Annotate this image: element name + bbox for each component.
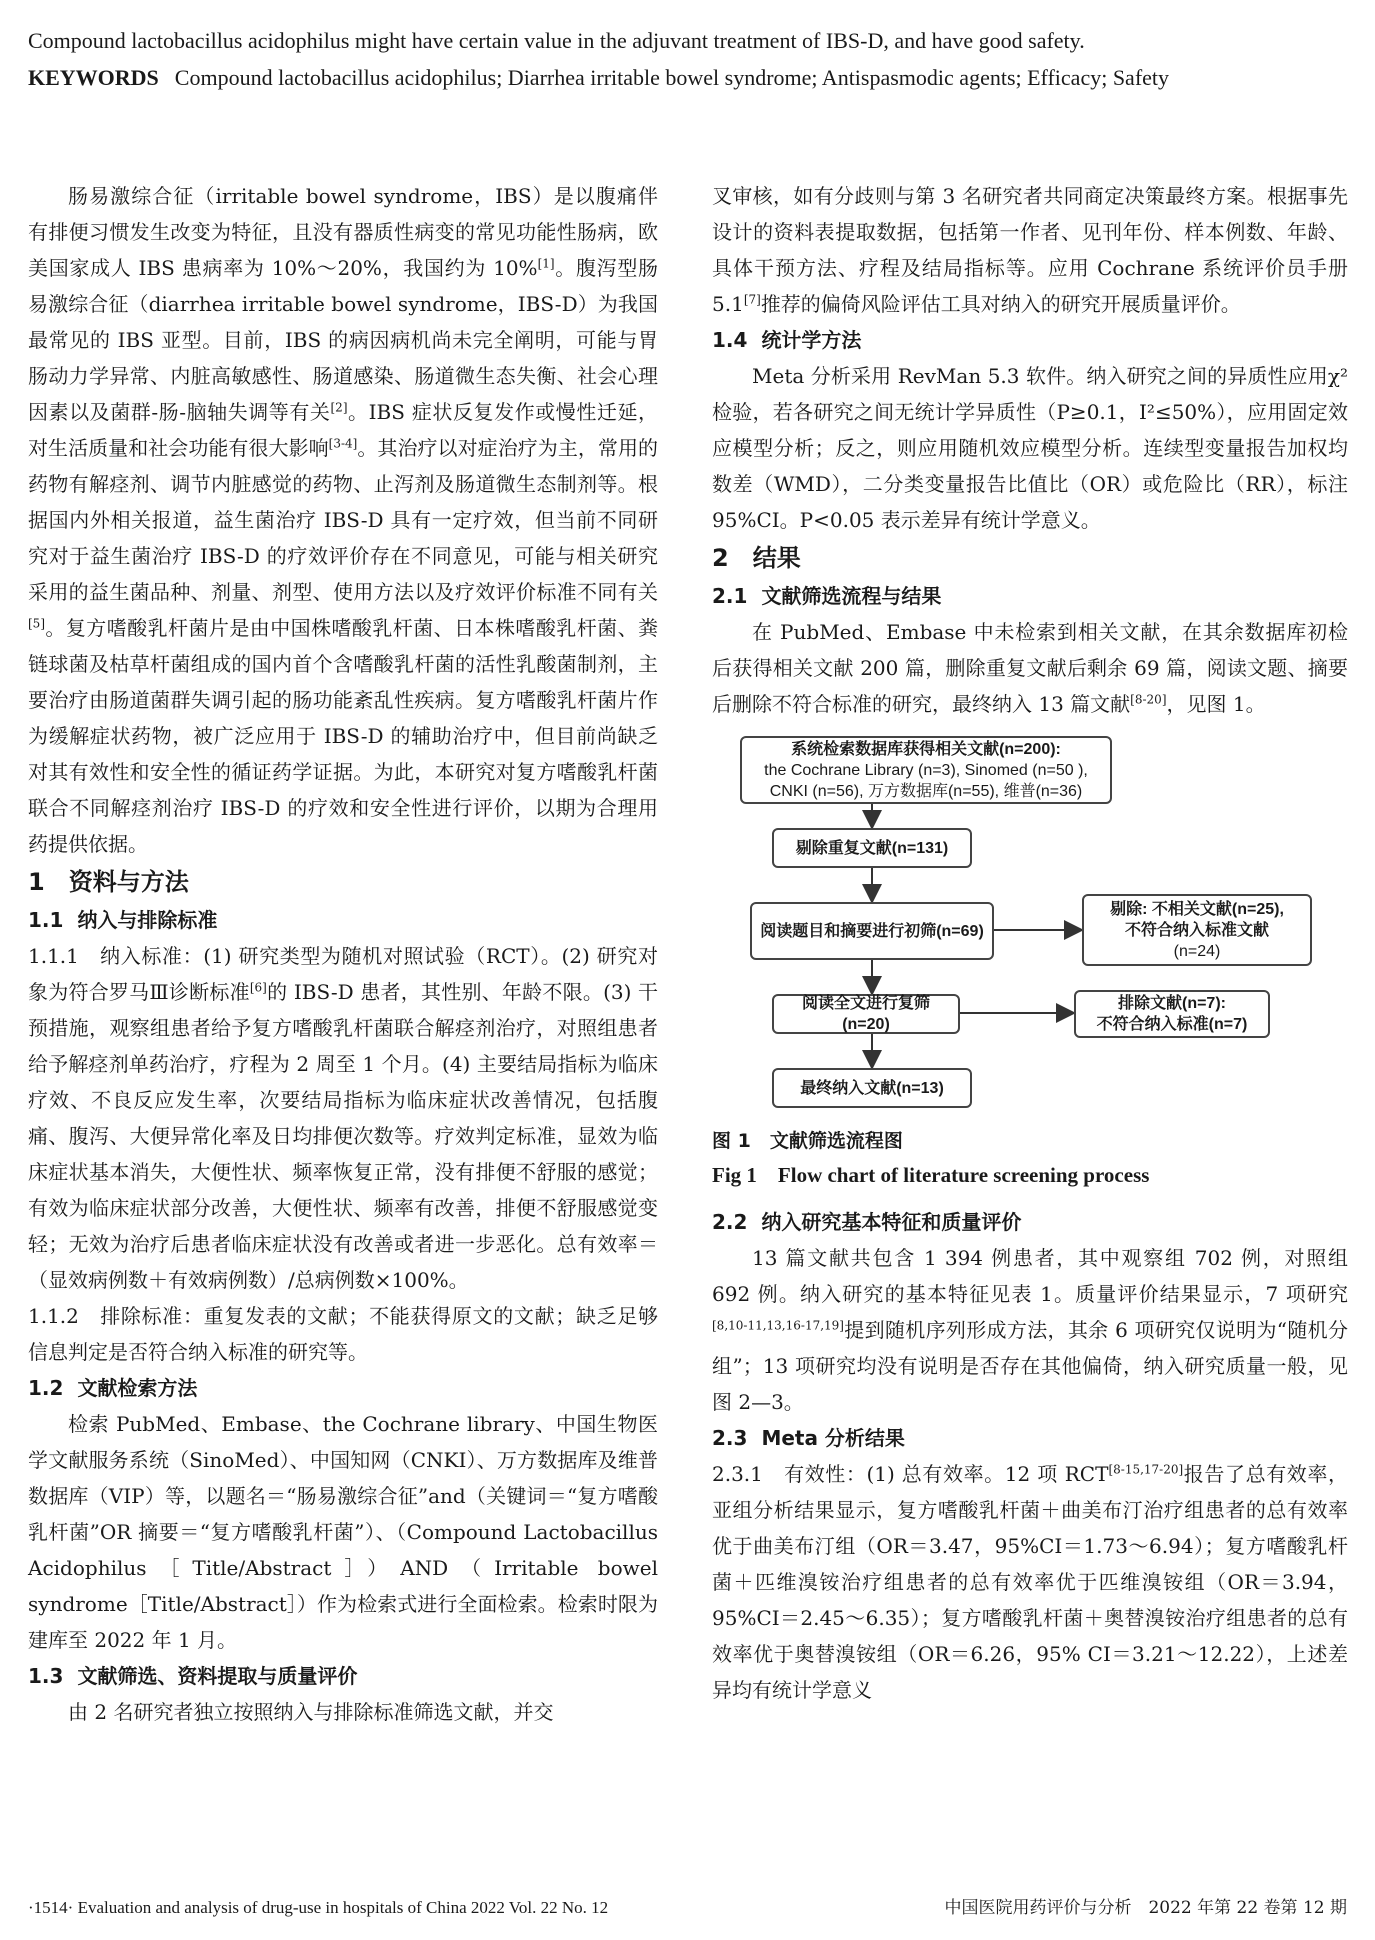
section-heading-1-1: 1.1 纳入与排除标准 [28, 908, 218, 932]
section-heading-1-4: 1.4 统计学方法 [712, 328, 862, 352]
figure-caption-cn: 图 1 文献筛选流程图 [712, 1130, 903, 1152]
section-heading-2-3: 2.3 Meta 分析结果 [712, 1426, 905, 1450]
right-column [712, 178, 1348, 1708]
citation: [1] [537, 256, 555, 271]
citation: [8-20] [1130, 692, 1167, 707]
english-abstract [28, 22, 1350, 96]
flow-box-initial-screen: 阅读题目和摘要进行初筛(n=69) [750, 902, 994, 960]
search-method-paragraph: 检索 PubMed、Embase、the Cochrane library、中国生物医学文献服务系统（SinoMed）、中国知网（CNKI）、万方数据库及维普数据库（VIP）等，以题名＝“肠易激综合征”and（关键词＝“复方嗜酸乳杆菌”OR 摘要＝“复方嗜酸乳杆菌”）、（Compound Lactobacillus Acidophilus［Title/Abstract］）AND（Irritable bowel syndrome［Title/Abstract］）作为检索式进行全面检索。检索时限为建库至 2022 年 1 月。 [28, 1412, 658, 1652]
intro-paragraph: 肠易激综合征（irritable bowel syndrome，IBS）是以腹痛伴有排便习惯发生改变为特征，且没有器质性病变的常见功能性肠病，欧美国家成人 IBS 患病率为 10%～20%，我国约为 10%[1]。腹泻型肠易激综合征（diarrhea irritable bowel syndrome，IBS-D）为我国最常见的 IBS 亚型。目前，IBS 的病因病机尚未完全阐明，可能与胃肠动力学异常、内脏高敏感性、肠道感染、肠道微生态失衡、社会心理因素以及菌群-肠-脑轴失调等有关[2]。IBS 症状反复发作或慢性迁延，对生活质量和社会功能有很大影响[3-4]。其治疗以对症治疗为主，常用的药物有解痉剂、调节内脏感觉的药物、止泻剂及肠道微生态制剂等。根据国内外相关报道，益生菌治疗 IBS-D 具有一定疗效，但当前不同研究对于益生菌治疗 IBS-D 的疗效评价存在不同意见，可能与相关研究采用的益生菌品种、剂量、剂型、使用方法以及疗效评价标准不同有关[5]。复方嗜酸乳杆菌片是由中国株嗜酸乳杆菌、日本株嗜酸乳杆菌、粪链球菌及枯草杆菌组成的国内首个含嗜酸乳杆菌的活性乳酸菌制剂，主要治疗由肠道菌群失调引起的肠功能紊乱性疾病。复方嗜酸乳杆菌片作为缓解症状药物，被广泛应用于 IBS-D 的辅助治疗中，但目前尚缺乏对其有效性和安全性的循证药学证据。为此，本研究对复方嗜酸乳杆菌联合不同解痉剂治疗 IBS-D 的疗效和安全性进行评价，以期为合理用药提供依据。 [28, 184, 659, 856]
keywords-text: Compound lactobacillus acidophilus; Diarrhea irritable bowel syndrome; Antispasmodic agents; Efficacy; Safety [174, 65, 1170, 90]
citation: [7] [743, 292, 761, 307]
section-heading-1-2: 1.2 文献检索方法 [28, 1376, 198, 1400]
figure-caption-en: Fig 1 Flow chart of literature screening process [712, 1163, 1150, 1187]
footer-journal-cn: 中国医院用药评价与分析 2022 年第 22 卷第 12 期 [944, 1898, 1347, 1918]
characteristics-paragraph: 13 篇文献共包含 1 394 例患者，其中观察组 702 例，对照组 692 例。纳入研究的基本特征见表 1。质量评价结果显示，7 项研究[8,10-11,13,16-17,19]提到随机序列形成方法，其余 6 项研究仅说明为“随机分组”；13 项研究均没有说明是否存在其他偏倚，纳入研究质量一般，见图 2—3。 [712, 1246, 1348, 1414]
statistics-paragraph: Meta 分析采用 RevMan 5.3 软件。纳入研究之间的异质性应用χ² 检验，若各研究之间无统计学异质性（P≥0.1，I²≤50%），应用固定效应模型分析；反之，则应用随机效应模型分析。连续型变量报告加权均数差（WMD），二分类变量报告比值比（OR）或危险比（RR），标注 95%CI。P<0.05 表示差异有统计学意义。 [712, 364, 1348, 532]
efficacy-paragraph: 2.3.1 有效性：(1) 总有效率。12 项 RCT[8-15,17-20]报告了总有效率，亚组分析结果显示，复方嗜酸乳杆菌＋曲美布汀治疗组患者的总有效率优于曲美布汀组（OR＝3.47，95%CI＝1.73～6.94）；复方嗜酸乳杆菌＋匹维溴铵治疗组患者的总有效率优于匹维溴铵组（OR＝3.94，95%CI＝2.45～6.35）；复方嗜酸乳杆菌＋奥替溴铵治疗组患者的总有效率优于奥替溴铵组（OR＝6.26，95% CI＝3.21～12.22），上述差异均有统计学意义 [712, 1462, 1348, 1702]
keywords-line [28, 59, 1350, 96]
citation: [8-15,17-20] [1108, 1462, 1184, 1477]
screening-results-paragraph: 在 PubMed、Embase 中未检索到相关文献，在其余数据库初检后获得相关文献 200 篇，删除重复文献后剩余 69 篇，阅读文题、摘要后删除不符合标准的研究，最终纳入 13 篇文献[8-20]，见图 1。 [712, 620, 1348, 716]
citation: [3-4] [328, 436, 358, 451]
flow-box-final: 最终纳入文献(n=13) [772, 1068, 972, 1108]
citation: [8,10-11,13,16-17,19] [712, 1318, 844, 1333]
flow-box-search: 系统检索数据库获得相关文献(n=200): the Cochrane Library (n=3), Sinomed (n=50 ), CNKI (n=56), 万方数据库(n=55), 维普(n=36) [740, 736, 1112, 804]
section-heading-1-3: 1.3 文献筛选、资料提取与质量评价 [28, 1664, 358, 1688]
citation: [2] [330, 400, 348, 415]
abstract-conclusion: Compound lactobacillus acidophilus might have certain value in the adjuvant treatment of IBS-D, and have good safety. [28, 28, 1085, 53]
screening-paragraph-cont: 叉审核，如有分歧则与第 3 名研究者共同商定决策最终方案。根据事先设计的资料表提取数据，包括第一作者、见刊年份、样本例数、年龄、具体干预方法、疗程及结局指标等。应用 Cochrane 系统评价员手册 5.1[7]推荐的偏倚风险评估工具对纳入的研究开展质量评价。 [712, 184, 1348, 316]
exclusion-criteria-paragraph: 1.1.2 排除标准：重复发表的文献；不能获得原文的文献；缺乏足够信息判定是否符合纳入标准的研究等。 [28, 1304, 658, 1364]
left-column [28, 178, 658, 1730]
section-heading-1: 1 资料与方法 [28, 868, 189, 896]
section-heading-2-1: 2.1 文献筛选流程与结果 [712, 584, 942, 608]
keywords-label: KEYWORDS [28, 65, 159, 90]
flow-box-dedup: 剔除重复文献(n=131) [772, 828, 972, 868]
section-heading-2: 2 结果 [712, 544, 801, 572]
flow-box-exclude-fulltext: 排除文献(n=7): 不符合纳入标准(n=7) [1074, 990, 1270, 1038]
citation: [6] [249, 980, 267, 995]
section-heading-2-2: 2.2 纳入研究基本特征和质量评价 [712, 1210, 1022, 1234]
footer-journal-en: ·1514· Evaluation and analysis of drug-use in hospitals of China 2022 Vol. 22 No. 12 [28, 1898, 609, 1917]
screening-paragraph: 由 2 名研究者独立按照纳入与排除标准筛选文献，并交 [68, 1700, 554, 1724]
inclusion-criteria-paragraph: 1.1.1 纳入标准：(1) 研究类型为随机对照试验（RCT）。(2) 研究对象为符合罗马Ⅲ诊断标准[6]的 IBS-D 患者，其性别、年龄不限。(3) 干预措施，观察组患者给予复方嗜酸乳杆菌联合解痉剂治疗，对照组患者给予解痉剂单药治疗，疗程为 2 周至 1 个月。(4) 主要结局指标为临床疗效、不良反应发生率，次要结局指标为临床症状改善情况，包括腹痛、腹泻、大便异常化率及日均排便次数等。疗效判定标准，显效为临床症状基本消失，大便性状、频率恢复正常，没有排便不舒服的感觉；有效为临床症状部分改善，大便性状、频率有改善，排便不舒服感觉变轻；无效为治疗后患者临床症状没有改善或者进一步恶化。总有效率＝（显效病例数＋有效病例数）/总病例数×100%。 [28, 944, 658, 1292]
flow-box-exclude-abstract: 剔除: 不相关文献(n=25), 不符合纳入标准文献 (n=24) [1082, 894, 1312, 966]
flow-chart-figure [712, 730, 1348, 1190]
citation: [5] [28, 616, 45, 631]
flow-box-fulltext-screen: 阅读全文进行复筛(n=20) [772, 994, 960, 1034]
